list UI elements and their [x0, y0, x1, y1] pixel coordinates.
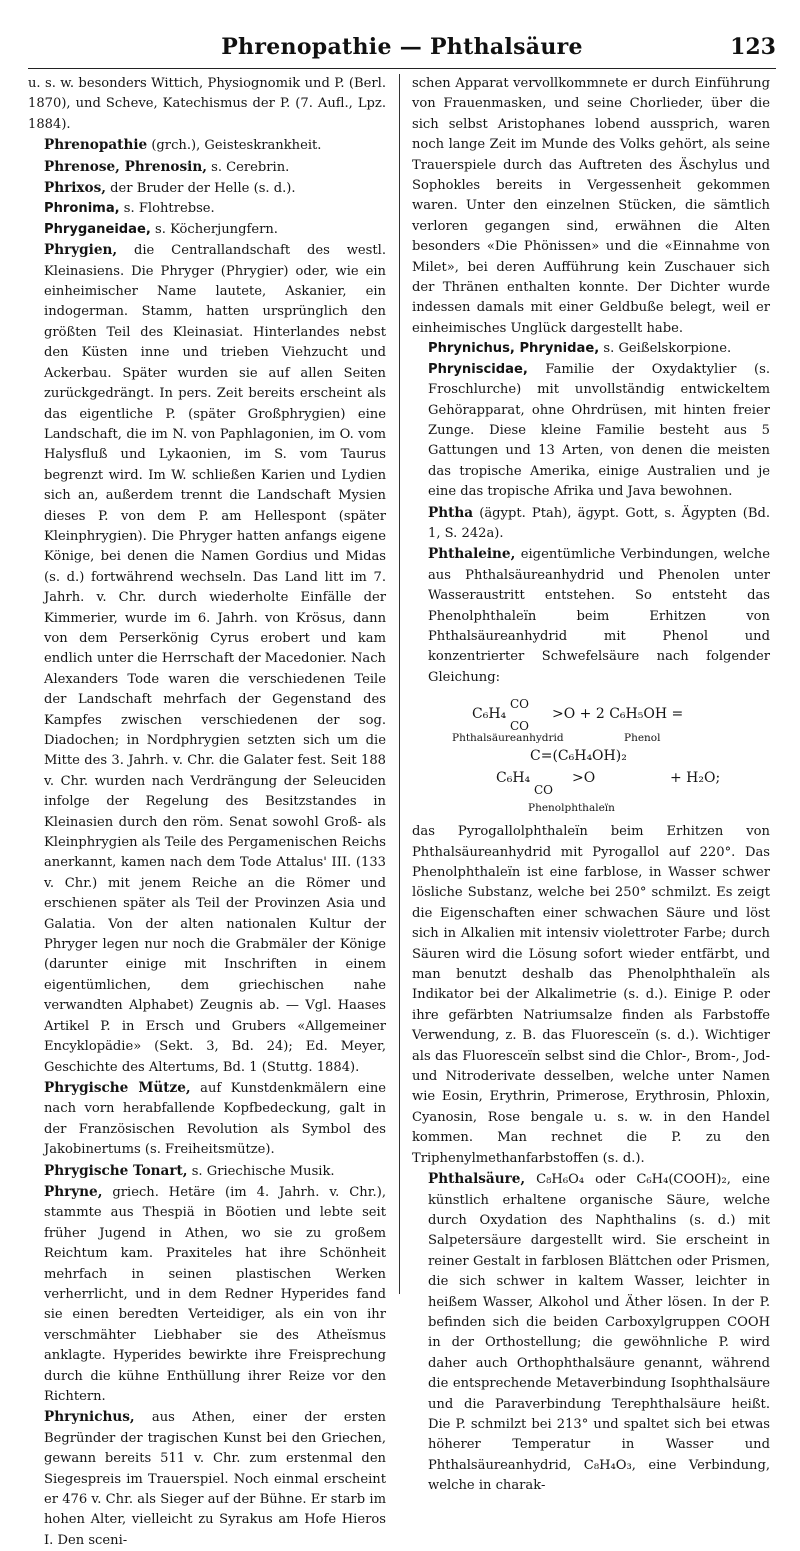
entry-phthalsaeure: Phthalsäure, C₈H₆O₄ oder C₆H₄(COOH)₂, eine künstlich erhaltene organische Säure, welche durch Oxydation des Naphthalins (s. d.) mit Salpetersäure dargestellt wird. Sie erscheint in reiner Gestalt in farblosen Blättchen oder Prismen, die sich schwer in kaltem Wasser, leichter in heißem Wasser, Alkohol und Äther lösen. In der P. befinden sich die beiden Carboxylgruppen COOH in der Orthostellung; die gewöhnliche P. wird daher auch Orthophthalsäure genannt, während die entsprechende Metaverbindung Isophthalsäure und die Paraverbindung Terephthalsäure heißt. Die P. schmilzt bei 213° und spaltet sich bei etwas höherer Temperatur in Wasser und Phthalsäureanhydrid, C₈H₄O₃, eine Verbindung, welche in charak- [428, 1171, 770, 1494]
chemical-equation [412, 688, 770, 822]
headword: Phthalsäure, [428, 1171, 526, 1188]
page-title: Phrenopathie — Phthalsäure [221, 34, 583, 60]
entry-phrynichus: Phrynichus, aus Athen, einer der ersten Begründer der tragischen Kunst bei den Griechen, gewann bereits 511 v. Chr. zum erstenmal den Siegespreis im Trauerspiel. Noch einmal erscheint er 476 v. Chr. als Sieger auf der Bühne. Er starb im hohen Alter, vielleicht zu Syrakus am Hofe Hieros I. Den sceni- [44, 1409, 386, 1548]
entry-phryganeidae: Phryganeidae, s. Köcherjungfern. [44, 221, 278, 237]
formula-product-o: >O [572, 770, 596, 787]
label-phenol: Phenol [624, 732, 661, 745]
headword: Phrygische Tonart, [44, 1162, 188, 1179]
column-divider [399, 74, 400, 1294]
headword: Phrixos, [44, 180, 106, 197]
right-column [412, 74, 770, 1497]
headword: Phrynichus, [44, 1409, 135, 1426]
formula-product-right: + H₂O; [670, 770, 721, 787]
headword: Phrynichus, Phrynidae, [428, 341, 600, 357]
entry-phthaleine: Phthaleine, eigentümliche Verbindungen, welche aus Phthalsäureanhydrid und Phenolen unter Wasseraustritt entstehen. So entsteht das Phenolphthaleïn beim Erhitzen von Phthalsäureanhydrid mit Phenol und konzentrierter Schwefelsäure nach folgender Gleichung: [428, 546, 770, 685]
entry-phtha: Phtha (ägypt. Ptah), ägypt. Gott, s. Ägypten (Bd. 1, S. 242a). [428, 504, 770, 541]
entry-phryniscidae: Phryniscidae, Familie der Oxydaktylier (s. Froschlurche) mit unvollständig entwickeltem Gehörapparat, ohne Ohrdrüsen, mit hinten freier Zunge. Diese kleine Familie besteht aus 5 Gattungen und 13 Arten, von denen die meisten das tropische Amerika, einige Australien und je eine das tropische Afrika und Java bewohnen. [428, 361, 770, 500]
headword: Phrygien, [44, 242, 118, 259]
headword: Phthaleine, [428, 546, 516, 563]
entry-phrenose: Phrenose, Phrenosin, s. Cerebrin. [44, 158, 290, 175]
formula-product: C₆H₄ [496, 770, 531, 787]
formula-co-bottom: CO [510, 719, 530, 734]
headword: Phtha [428, 504, 474, 521]
formula-product-top: C=(C₆H₄OH)₂ [530, 748, 627, 765]
entry-continuation: u. s. w. besonders Wittich, Physiognomik und P. (Berl. 1870), und Scheve, Katechismus der P. (7. Aufl., Lpz. 1884). [28, 76, 386, 132]
headword: Phryne, [44, 1183, 103, 1200]
headword: Phrenose, Phrenosin, [44, 158, 207, 175]
headword: Phrenopathie [44, 137, 148, 154]
label-anhydride: Phthalsäureanhydrid [452, 732, 564, 745]
entry-phrygische-muetze: Phrygische Mütze, auf Kunstdenkmälern eine nach vorn herabfallende Kopfbedeckung, galt in der Französischen Revolution als Symbol des Jakobinertums (s. Freiheitsmütze). [44, 1079, 387, 1158]
entry-phrixos: Phrixos, der Bruder der Helle (s. d.). [44, 180, 296, 197]
entry-phthaleine-cont: das Pyrogallolphthaleïn beim Erhitzen von Phthalsäureanhydrid mit Pyrogallol auf 220°. Das Phenolphthaleïn ist eine farblose, in Wasser schwer lösliche Substanz, welche bei 250° schmilzt. Es zeigt die Eigenschaften einer schwachen Säure und löst sich in Alkalien mit intensiv violettroter Farbe; durch Säuren wird die Lösung sofort wieder entfärbt, und man benutzt deshalb das Phenolphthaleïn als Indikator bei der Alkalimetrie (s. d.). Einige P. oder ihre gefärbten Natriumsalze finden als Farbstoffe Verwendung, z. B. das Fluoresceïn (s. d.). Wichtiger als das Fluoresceïn selbst sind die Chlor-, Brom-, Jod- und Nitroderivate desselben, welche unter Namen wie Eosin, Erythrin, Primerose, Erythrosin, Phloxin, Cyanosin, Rose bengale u. s. w. in den Handel kommen. Man rechnet die P. zu den Triphenylmethanfarbstoffen (s. d.). [412, 824, 770, 1166]
headword: Phryniscidae, [428, 361, 528, 377]
formula-co-top: CO [510, 697, 530, 712]
entry-phronima: Phronima, s. Flohtrebse. [44, 201, 215, 217]
headword: Phrygische Mütze, [44, 1079, 191, 1096]
label-product: Phenolphthaleïn [528, 802, 615, 815]
page-number: 123 [730, 34, 776, 60]
formula-reactant-right: >O + 2 C₆H₅OH = [552, 706, 684, 723]
entry-phrenopathie: Phrenopathie (grch.), Geisteskrankheit. [44, 137, 322, 154]
entry-phrynichus-phrynidae: Phrynichus, Phrynidae, s. Geißelskorpione. [428, 341, 732, 357]
headword: Phronima, [44, 201, 120, 217]
entry-continuation: schen Apparat vervollkommnete er durch Einführung von Frauenmasken, und seine Chorlieder, über die sich selbst Aristophanes lobend aussprich, waren noch lange Zeit im Munde des Volks gehört, als seine Trauerspiele durch das Auftreten des Äschylus und Sophokles bereits in Vergessenheit gekommen waren. Unter den einzelnen Stücken, die sämtlich verloren gegangen sind, erwähnen die Alten besonders «Die Phönissen» und die «Einnahme von Milet», bei deren Aufführung kein Zuschauer sich der Thränen enthalten konnte. Der Dichter wurde indessen damals mit einer Geldbuße belegt, weil er einheimisches Unglück dargestellt habe. [412, 76, 770, 336]
entry-phrygische-tonart: Phrygische Tonart, s. Griechische Musik. [44, 1162, 335, 1179]
running-head [28, 28, 776, 69]
formula-product-co: CO [534, 783, 554, 798]
left-column [28, 74, 386, 1551]
entry-phrygien: Phrygien, die Centrallandschaft des westl. Kleinasiens. Die Phryger (Phrygier) oder, wie ein einheimischer Name lautete, Askanier, ein indogerman. Stamm, hatten ursprünglich den größten Teil des Kleinasiat. Hinterlandes nebst den Küsten inne und trieben Viehzucht und Ackerbau. Später wurden sie auf allen Seiten zurückgedrängt. In pers. Zeit bereits erscheint als das eigentliche P. (später Großphrygien) eine Landschaft, die im N. von Paphlagonien, im O. vom Halysfluß und Lykaonien, im S. vom Taurus begrenzt wird. Im W. schließen Karien und Lydien sich an, außerdem trennt die Landschaft Mysien dieses P. von dem P. am Hellespont (später Kleinphrygien). Die Phryger hatten anfangs eigene Könige, bei denen die Namen Gordius und Midas (s. d.) fortwährend wechseln. Das Land litt im 7. Jahrh. v. Chr. durch wiederholte Einfälle der Kimmerier, wurde im 6. Jahrh. von Krösus, dann von dem Perserkönig Cyrus erobert und kam endlich unter die Herrschaft der Macedonier. Nach Alexanders Tode waren die verschiedenen Teile der Landschaft mehrfach der Gegenstand des Kampfes zwischen verschiedenen der sog. Diadochen; in Nordphrygien setzten sich um die Mitte des 3. Jahrh. v. Chr. die Galater fest. Seit 188 v. Chr. wurden nach Verdrängung der Seleuciden infolge der Regelung des Besitzstandes in Kleinasien durch den röm. Senat sowohl Groß- als Kleinphrygien als Teile des Pergamenischen Reichs anerkannt, kamen nach dem Tode Attalus' III. (133 v. Chr.) mit jenem Reiche an die Römer und erschienen später als Teil der Provinzen Asia und Galatia. Von der alten nationalen Kultur der Phryger legen nur noch die Grabmäler der Könige (darunter einige mit Inschriften in einem eigentümlichen, dem griechischen nahe verwandten Alphabet) Zeugnis ab. — Vgl. Haases Artikel P. in Ersch und Grubers «Allgemeiner Encyklopädie» (Sekt. 3, Bd. 24); Ed. Meyer, Geschichte des Altertums, Bd. 1 (Stuttg. 1884). [44, 242, 386, 1075]
entry-phryne: Phryne, griech. Hetäre (im 4. Jahrh. v. Chr.), stammte aus Thespiä in Böotien und lebte seit früher Jugend in Athen, wo sie zu großem Reichtum kam. Praxiteles hat ihre Schönheit mehrfach in seinen plastischen Werken verherrlicht, und in dem Redner Hyperides fand sie einen beredten Verteidiger, als ein von ihr verschmähter Liebhaber sie des Atheïsmus anklagte. Hyperides bewirkte ihre Freisprechung durch die kühne Enthüllung ihrer Reize vor den Richtern. [44, 1183, 386, 1404]
formula-reactant: C₆H₄ [472, 706, 507, 723]
headword: Phryganeidae, [44, 221, 151, 237]
